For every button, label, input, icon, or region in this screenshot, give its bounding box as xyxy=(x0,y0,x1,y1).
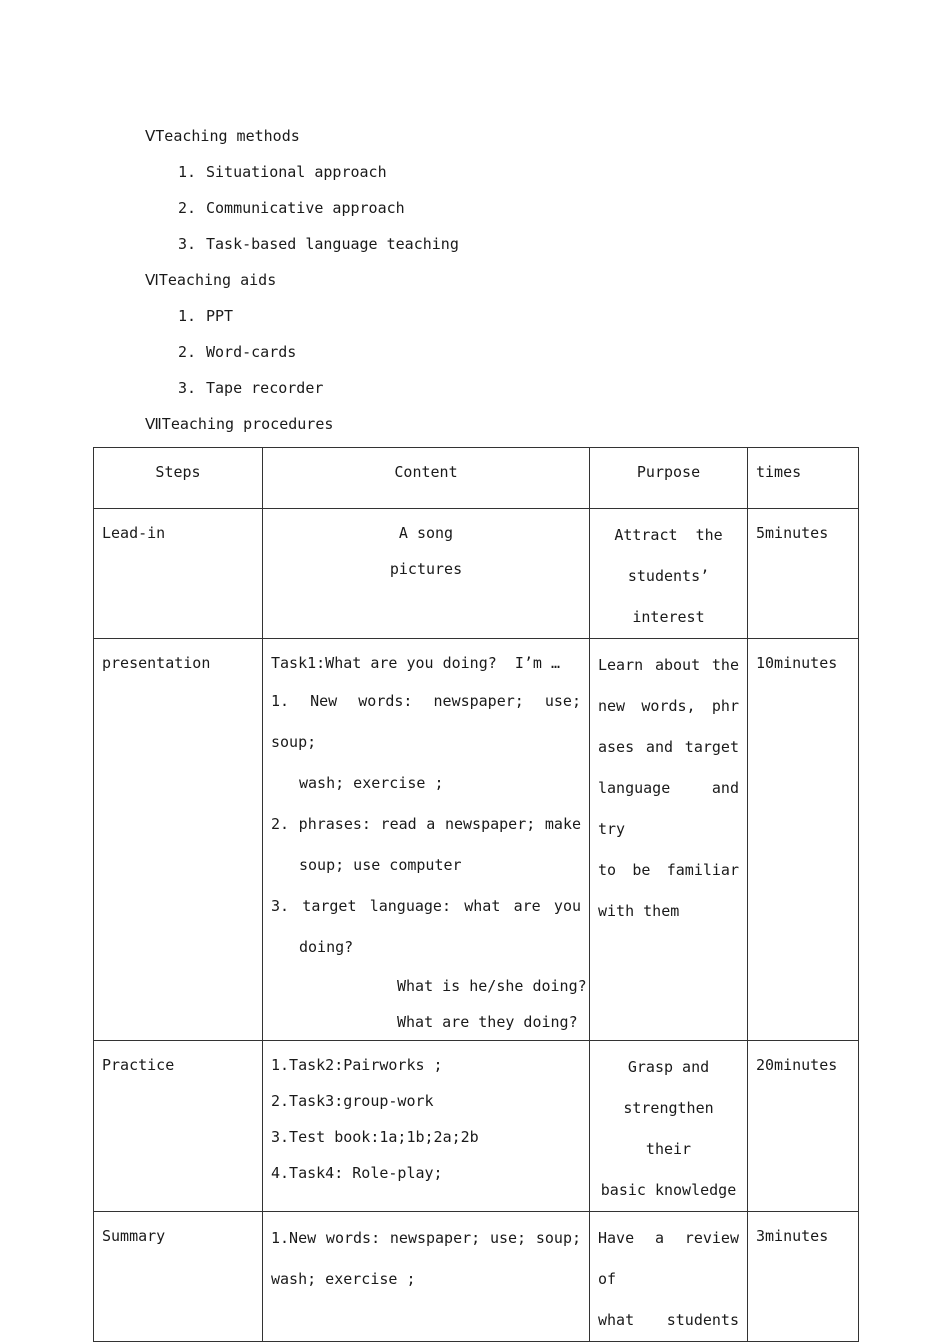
purpose-cell xyxy=(590,639,748,1041)
purpose-line: Grasp and xyxy=(627,1058,710,1076)
purpose-line: Learn about the xyxy=(598,656,739,674)
heading-teaching-methods: ⅤTeaching methods xyxy=(145,127,300,145)
content-line: wash; exercise ; xyxy=(271,1270,416,1288)
purpose-line: strengthen their xyxy=(623,1099,714,1158)
purpose-line: new words, phr xyxy=(598,697,739,715)
purpose-cell xyxy=(590,1212,748,1342)
procedures-table xyxy=(93,447,859,1342)
method-item: 3. Task-based language teaching xyxy=(178,235,459,253)
purpose-line: language and try xyxy=(598,779,739,838)
content-cell xyxy=(263,509,590,639)
purpose-line: Attract the xyxy=(614,526,723,544)
method-item: 1. Situational approach xyxy=(178,163,387,181)
content-line: 3.Test book:1a;1b;2a;2b xyxy=(271,1128,479,1146)
purpose-line: to be familiar xyxy=(598,861,739,879)
purpose-cell xyxy=(590,1041,748,1212)
content-line: 1.Task2:Pairworks ; xyxy=(271,1056,443,1074)
content-line: Task1:What are you doing? I’m … xyxy=(271,654,560,672)
method-item: 2. Communicative approach xyxy=(178,199,405,217)
purpose-line: students’ xyxy=(627,567,710,585)
purpose-line: interest xyxy=(632,608,705,626)
heading-teaching-procedures: ⅦTeaching procedures xyxy=(145,415,334,433)
content-cell xyxy=(263,639,590,1041)
content-line: pictures xyxy=(389,560,463,578)
purpose-line: what students xyxy=(598,1311,739,1329)
step-cell: presentation xyxy=(94,639,263,1041)
content-line: What is he/she doing? xyxy=(397,977,587,995)
aid-item: 2. Word-cards xyxy=(178,343,297,361)
content-line: 4.Task4: Role-play; xyxy=(271,1164,443,1182)
content-line: soup; use computer xyxy=(299,856,462,874)
step-cell: Lead-in xyxy=(94,509,263,639)
header-purpose: Purpose xyxy=(590,448,748,509)
purpose-line: basic knowledge xyxy=(600,1181,737,1199)
table-row xyxy=(94,639,859,1041)
content-line: 2.Task3:group-work xyxy=(271,1092,434,1110)
content-line: wash; exercise ; xyxy=(299,774,444,792)
time-cell: 20minutes xyxy=(748,1041,859,1212)
content-line: 2. phrases: read a newspaper; make xyxy=(271,815,581,833)
step-cell: Summary xyxy=(94,1212,263,1342)
content-line: 1.New words: newspaper; use; soup; xyxy=(271,1229,581,1247)
content-line: 1. New words: newspaper; use; soup; xyxy=(271,692,581,751)
heading-teaching-aids: ⅥTeaching aids xyxy=(145,271,277,289)
table-row xyxy=(94,1212,859,1342)
purpose-line: with them xyxy=(598,902,680,920)
content-line: doing? xyxy=(299,938,354,956)
purpose-line: Have a review of xyxy=(598,1229,739,1288)
purpose-cell xyxy=(590,509,748,639)
table-header-row xyxy=(94,448,859,509)
table-row xyxy=(94,1041,859,1212)
header-content: Content xyxy=(263,448,590,509)
purpose-line: ases and target xyxy=(598,738,739,756)
time-cell: 10minutes xyxy=(748,639,859,1041)
aid-item: 3. Tape recorder xyxy=(178,379,324,397)
content-cell xyxy=(263,1041,590,1212)
table-row xyxy=(94,509,859,639)
time-cell: 3minutes xyxy=(748,1212,859,1342)
time-cell: 5minutes xyxy=(748,509,859,639)
content-cell xyxy=(263,1212,590,1342)
header-steps: Steps xyxy=(94,448,263,509)
content-line: 3. target language: what are you xyxy=(271,897,581,915)
header-times: times xyxy=(748,448,859,509)
content-line: What are they doing? xyxy=(397,1013,578,1031)
aid-item: 1. PPT xyxy=(178,307,234,325)
step-cell: Practice xyxy=(94,1041,263,1212)
content-line: A song xyxy=(398,524,454,542)
